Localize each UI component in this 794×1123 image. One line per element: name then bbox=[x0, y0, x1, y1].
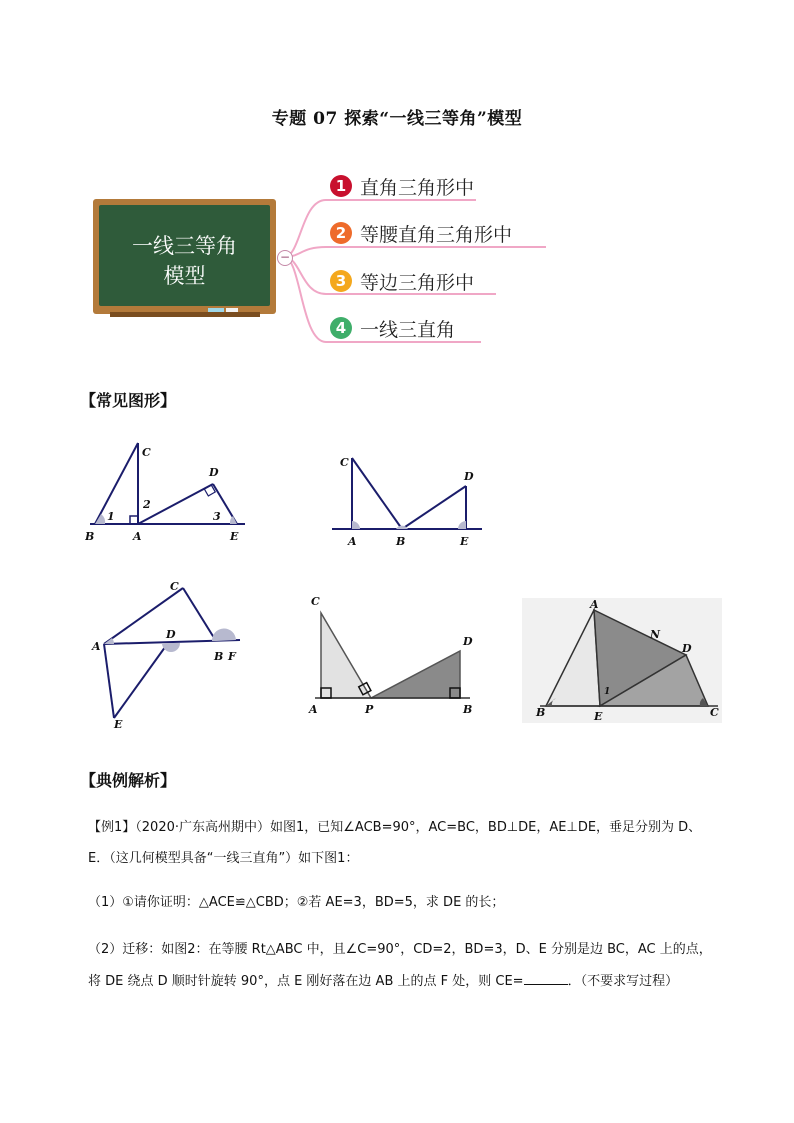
fig5-label-C: C bbox=[710, 706, 719, 719]
fig1-label-B: B bbox=[85, 530, 95, 543]
example-line-4: （2）迁移：如图2：在等腰 Rt△ABC 中，且∠C=90°，CD=2，BD=3，D、E 分别是边 BC，AC 上的点， bbox=[88, 942, 712, 957]
fig5-label-N: N bbox=[650, 628, 661, 641]
example-line-5-text: 将 DE 绕点 D 顺时针旋转 90°，点 E 刚好落在边 AB 上的点 F 处，则 CE= bbox=[88, 974, 524, 989]
fig4-label-B: B bbox=[463, 703, 473, 716]
fig5-label-B: B bbox=[536, 706, 546, 719]
fig3-label-A: A bbox=[92, 640, 101, 653]
fig1-angle-3: 3 bbox=[213, 510, 221, 523]
figure-1 bbox=[85, 440, 250, 545]
fig2-label-E: E bbox=[460, 535, 469, 548]
fig2-label-D: D bbox=[464, 470, 474, 483]
collapse-toggle-icon[interactable]: − bbox=[277, 250, 293, 266]
example-line-5-tail: ．（不要求写过程） bbox=[567, 974, 679, 989]
figure-2 bbox=[330, 450, 485, 550]
fig3-label-D: D bbox=[166, 628, 176, 641]
fig3-label-E: E bbox=[114, 718, 123, 731]
fig5-angle-1: 1 bbox=[604, 687, 611, 697]
section-heading-examples: 【典例解析】 bbox=[80, 771, 177, 790]
fig1-label-A: A bbox=[133, 530, 142, 543]
figure-4 bbox=[305, 585, 485, 720]
number-badge-3: 3 bbox=[330, 270, 352, 292]
fig5-label-E: E bbox=[594, 710, 603, 723]
answer-blank[interactable] bbox=[524, 970, 568, 985]
fig4-label-A: A bbox=[309, 703, 318, 716]
fig2-label-C: C bbox=[340, 456, 349, 469]
example-line-1: 【例1】（2020·广东高州期中）如图1，已知∠ACB=90°，AC=BC，BD⊥DE，AE⊥DE，垂足分别为 D、 bbox=[88, 820, 702, 835]
branch-label-3: 等边三角形中 bbox=[360, 271, 475, 294]
section-heading-common-figures: 【常见图形】 bbox=[80, 391, 177, 410]
eraser-icon bbox=[226, 308, 238, 312]
mindmap-branch-2[interactable] bbox=[330, 218, 512, 248]
mindmap-center-line1: 一线三等角 bbox=[132, 234, 237, 258]
number-badge-2: 2 bbox=[330, 222, 352, 244]
example-line-3: （1）①请你证明：△ACE≌△CBD；②若 AE=3，BD=5，求 DE 的长； bbox=[88, 895, 505, 910]
fig3-label-C: C bbox=[170, 580, 179, 593]
number-badge-4: 4 bbox=[330, 317, 352, 339]
connector-branch-2 bbox=[284, 247, 546, 257]
fig1-label-E: E bbox=[230, 530, 239, 543]
fig1-angle-2: 2 bbox=[143, 498, 151, 511]
chalkboard bbox=[93, 199, 276, 314]
mindmap-center bbox=[99, 231, 270, 291]
number-badge-1: 1 bbox=[330, 175, 352, 197]
figure-5 bbox=[522, 598, 722, 723]
fig1-label-D: D bbox=[209, 466, 219, 479]
mindmap-branch-3[interactable] bbox=[330, 266, 474, 296]
fig1-angle-1: 1 bbox=[107, 510, 115, 523]
branch-label-4: 一线三直角 bbox=[360, 318, 456, 341]
fig1-label-C: C bbox=[142, 446, 151, 459]
mindmap-branch-1[interactable] bbox=[330, 171, 474, 201]
chalkboard-surface bbox=[99, 205, 270, 306]
mindmap-center-line2: 模型 bbox=[163, 264, 206, 288]
fig4-label-P: P bbox=[365, 703, 374, 716]
fig4-label-D: D bbox=[463, 635, 473, 648]
fig4-label-C: C bbox=[311, 595, 320, 608]
fig3-label-B: B bbox=[214, 650, 224, 663]
page-title: 专题 07 探索“一线三等角”模型 bbox=[271, 109, 523, 129]
fig3-label-F: F bbox=[228, 650, 236, 663]
chalk-icon bbox=[208, 308, 224, 312]
fig5-label-D: D bbox=[682, 642, 692, 655]
branch-label-1: 直角三角形中 bbox=[360, 176, 475, 199]
example-line-2: E．（这几何模型具备“一线三直角”）如下图1： bbox=[88, 851, 359, 866]
example-line-5 bbox=[88, 970, 708, 992]
chalkboard-ledge bbox=[110, 312, 260, 317]
fig2-label-B: B bbox=[396, 535, 406, 548]
branch-label-2: 等腰直角三角形中 bbox=[360, 223, 513, 246]
mindmap-branch-4[interactable] bbox=[330, 313, 455, 343]
figure-3 bbox=[88, 578, 248, 733]
fig2-label-A: A bbox=[348, 535, 357, 548]
fig5-label-A: A bbox=[590, 598, 599, 611]
